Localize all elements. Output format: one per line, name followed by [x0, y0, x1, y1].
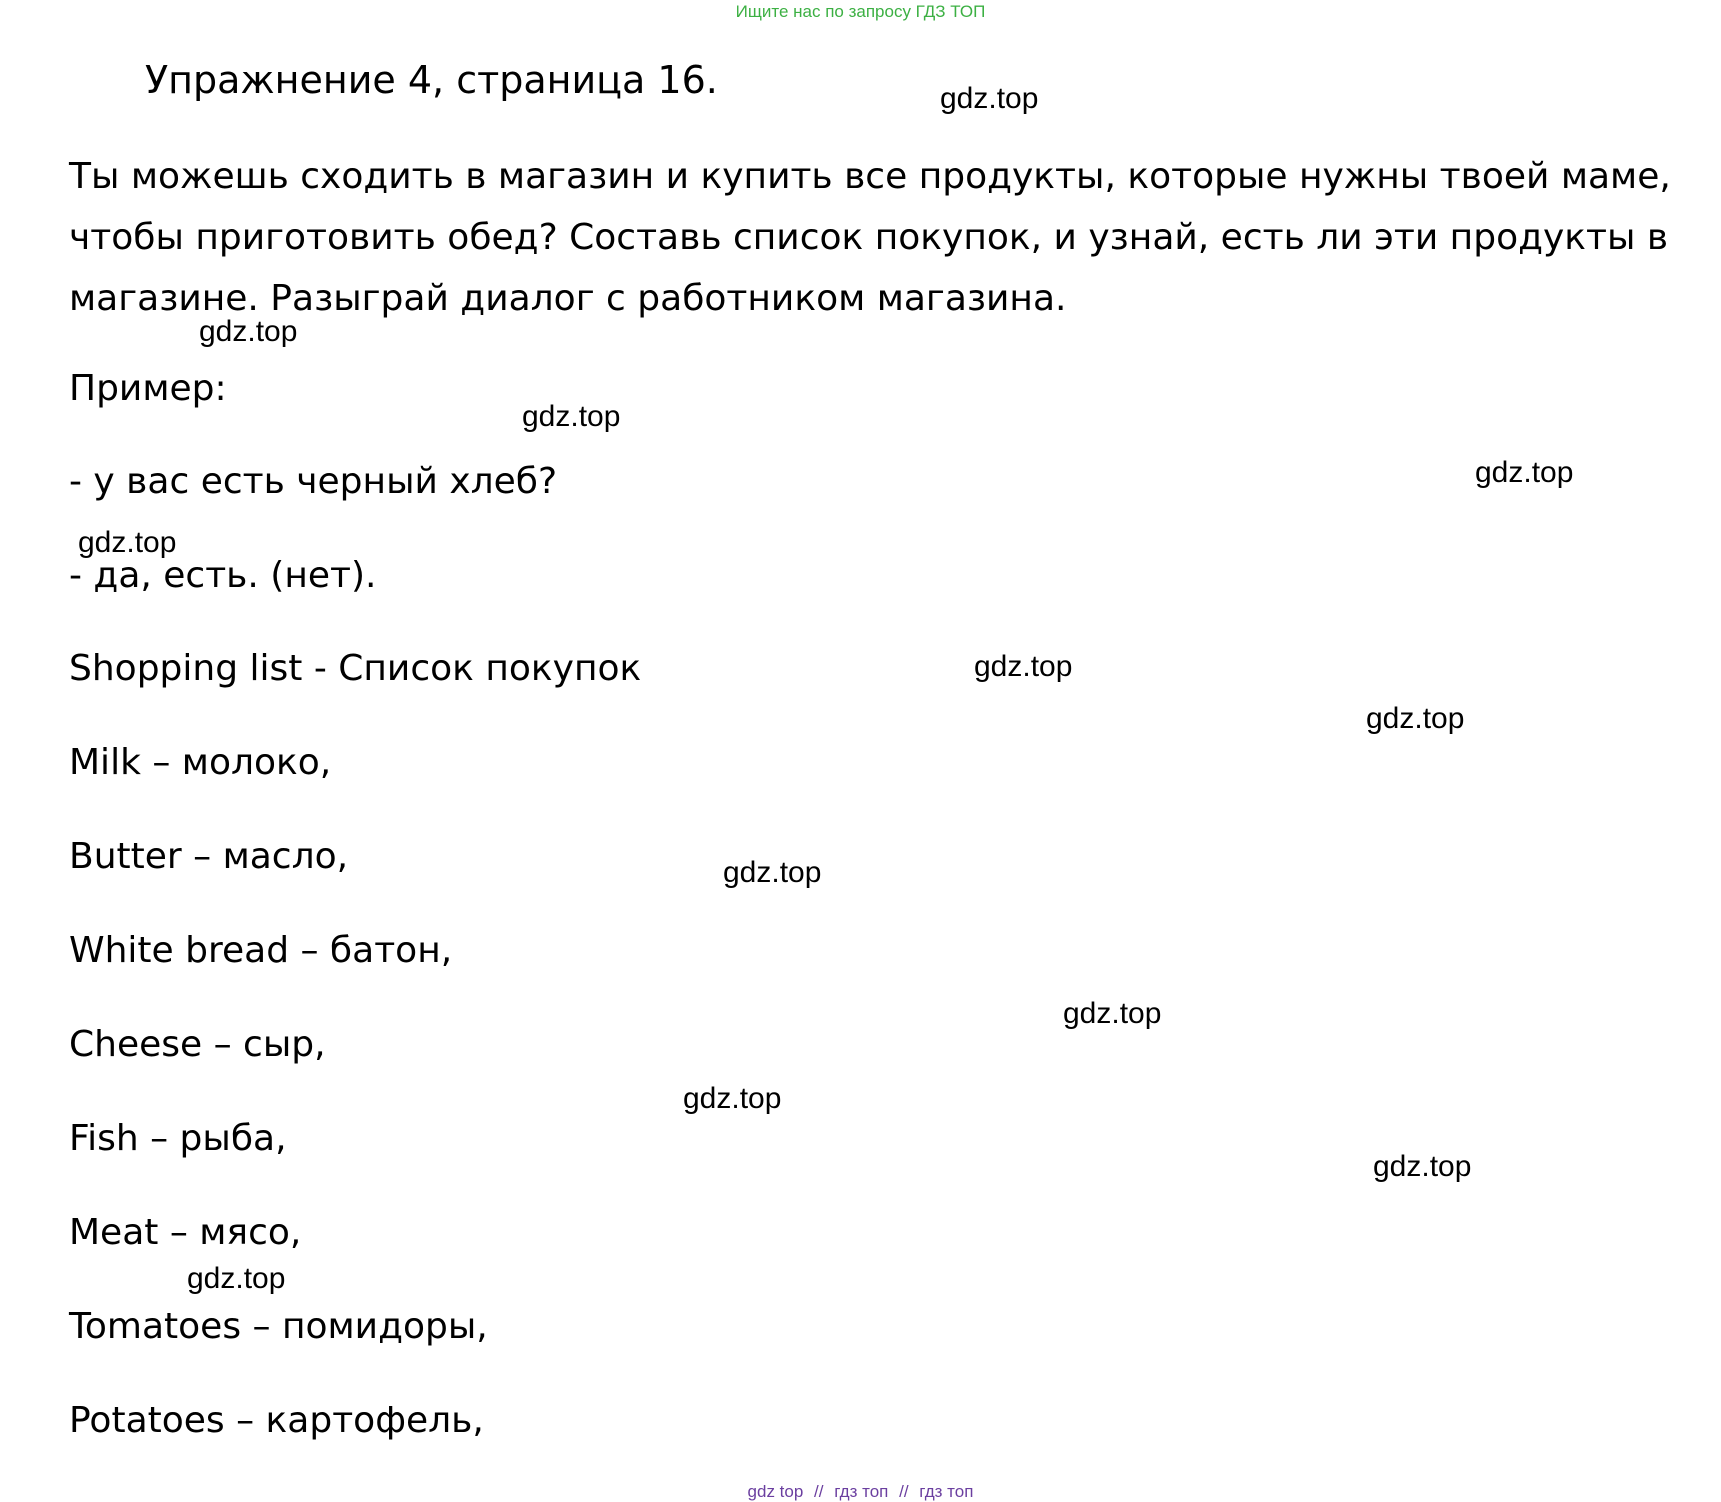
watermark: gdz.top — [199, 315, 298, 348]
footer-separator: // — [899, 1482, 909, 1501]
footer-link[interactable]: гдз топ — [919, 1482, 974, 1501]
watermark: gdz.top — [723, 856, 822, 889]
exercise-heading: Упражнение 4, страница 16. — [145, 58, 718, 102]
footer-separator: // — [814, 1482, 824, 1501]
footer-link[interactable]: гдз топ — [834, 1482, 889, 1501]
watermark: gdz.top — [1063, 997, 1162, 1030]
list-item: White bread – батон, — [69, 930, 453, 971]
list-item: Milk – молоко, — [69, 742, 332, 783]
dialog-question: - у вас есть черный хлеб? — [69, 461, 558, 502]
task-line: Ты можешь сходить в магазин и купить все продукты, которые нужны твоей маме, — [69, 156, 1671, 197]
task-line: чтобы приготовить обед? Составь список покупок, и узнай, есть ли эти продукты в — [69, 217, 1669, 258]
task-line: магазине. Разыграй диалог с работником магазина. — [69, 278, 1067, 319]
task-text — [69, 146, 1719, 329]
shopping-list-title: Shopping list - Список покупок — [69, 648, 642, 689]
watermark: gdz.top — [974, 650, 1073, 683]
dialog-answer: - да, есть. (нет). — [69, 555, 377, 596]
watermark: gdz.top — [187, 1262, 286, 1295]
list-item: Tomatoes – помидоры, — [69, 1306, 488, 1347]
watermark: gdz.top — [1373, 1150, 1472, 1183]
watermark: gdz.top — [522, 400, 621, 433]
footer — [0, 1482, 1721, 1502]
watermark: gdz.top — [1366, 702, 1465, 735]
watermark: gdz.top — [1475, 456, 1574, 489]
footer-link[interactable]: gdz top — [747, 1482, 804, 1501]
list-item: Butter – масло, — [69, 836, 349, 877]
list-item: Cheese – сыр, — [69, 1024, 326, 1065]
top-banner: Ищите нас по запросу ГДЗ ТОП — [735, 2, 986, 21]
list-item: Fish – рыба, — [69, 1118, 287, 1159]
example-label: Пример: — [69, 368, 227, 409]
watermark: gdz.top — [683, 1082, 782, 1115]
watermark: gdz.top — [940, 82, 1039, 115]
list-item: Meat – мясо, — [69, 1212, 302, 1253]
watermark: gdz.top — [78, 526, 177, 559]
list-item: Potatoes – картофель, — [69, 1400, 484, 1441]
